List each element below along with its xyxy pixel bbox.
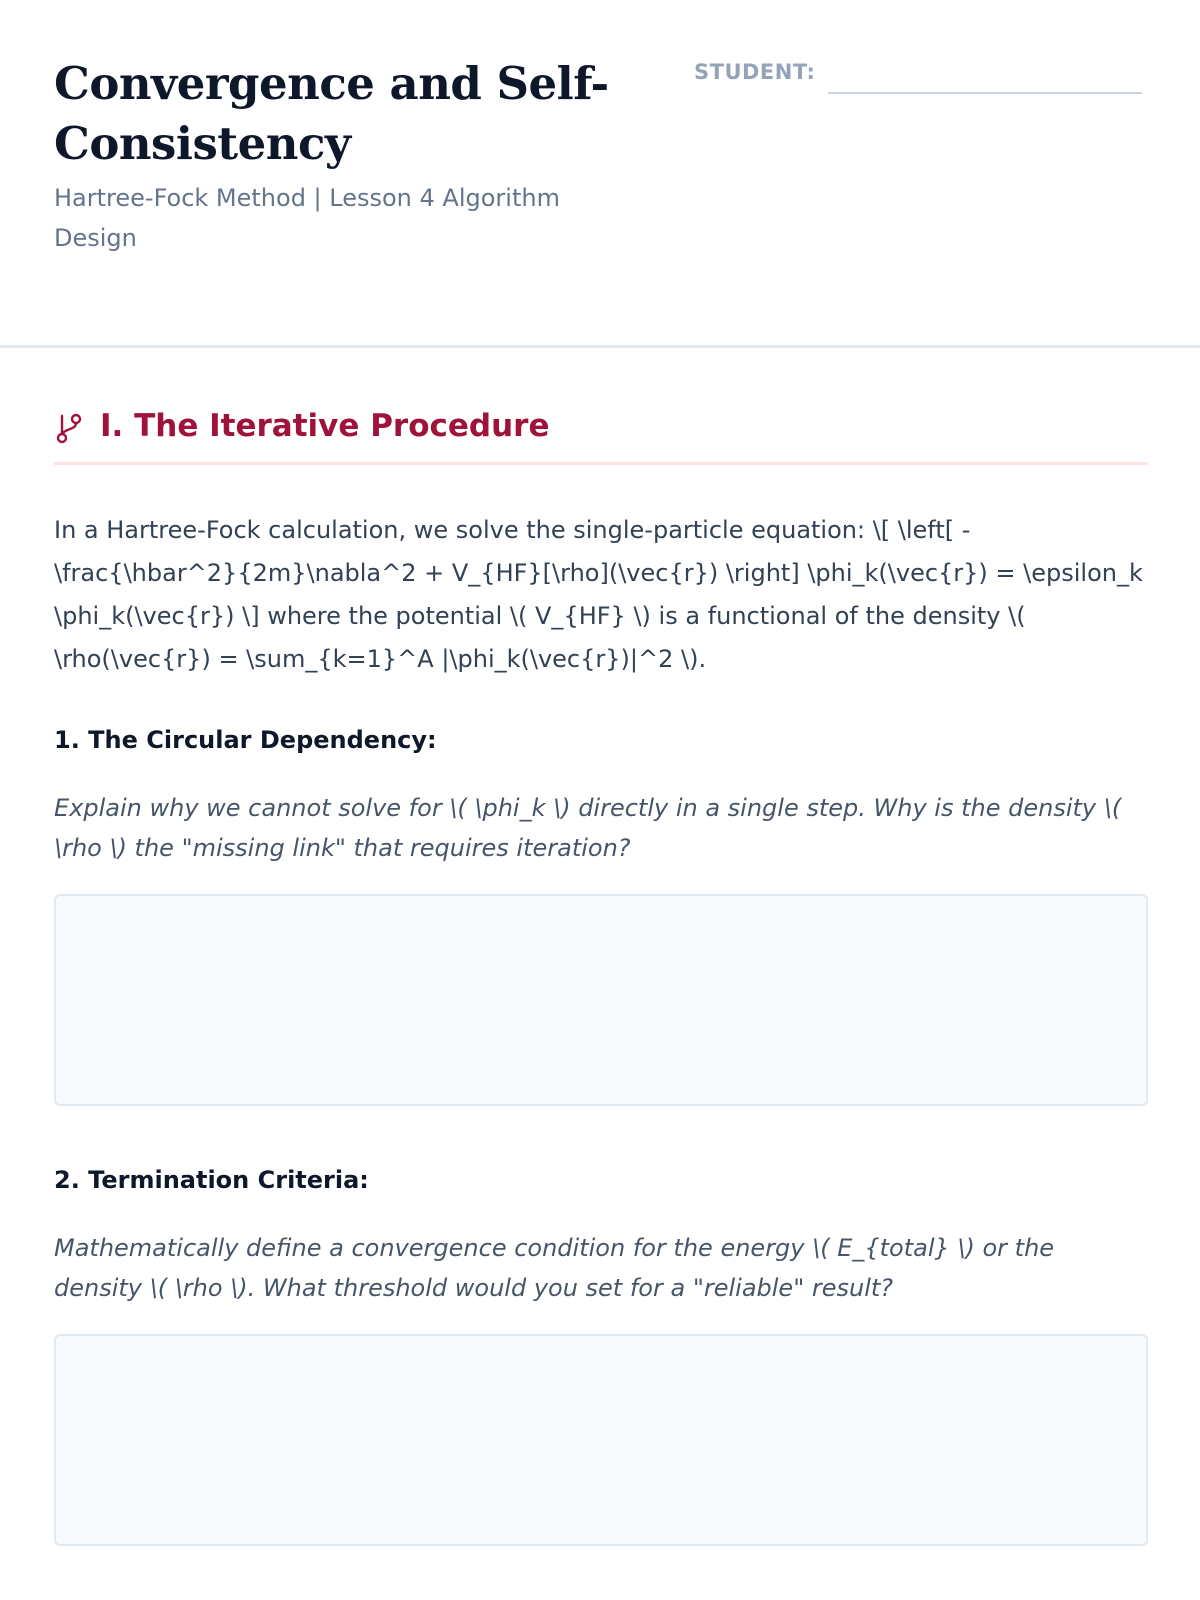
question-1-title: 1. The Circular Dependency: <box>54 726 437 754</box>
git-branch-icon <box>54 412 84 444</box>
worksheet-header <box>0 0 1200 348</box>
question-1-answer-box[interactable] <box>54 894 1148 1106</box>
student-name-field[interactable] <box>828 92 1142 94</box>
page-title: Convergence and Self-Consistency <box>54 57 609 170</box>
student-name-block <box>694 58 1148 94</box>
question-2-prompt: Mathematically define a convergence condition for the energy \( E_{total} \) or the density \( \rho \). What threshold would you set for a "reliable" result? <box>54 1234 1055 1302</box>
question-1-prompt: Explain why we cannot solve for \( \phi_k \) directly in a single step. Why is the density \( \rho \) the "missing link" that requires iteration? <box>54 794 1122 862</box>
question-2-answer-box[interactable] <box>54 1334 1148 1546</box>
question-2-title: 2. Termination Criteria: <box>54 1166 369 1194</box>
page-subtitle: Hartree-Fock Method | Lesson 4 Algorithm Design <box>54 184 560 252</box>
section-intro-text: In a Hartree-Fock calculation, we solve the single-particle equation: \[ \left[ -\frac{\hbar^2}{2m}\nabla^2 + V_{HF}[\rho](\vec{r}) \right] \phi_k(\vec{r}) = \epsilon_k \phi_k(\vec{r}) \] where the potential \( V_{HF} \) is a functional of the density \( \rho(\vec{r}) = \sum_{k=1}^A |\phi_k(\vec{r})|^2 \). <box>54 516 1143 673</box>
section-heading <box>54 400 1148 465</box>
section-title: I. The Iterative Procedure <box>100 408 550 444</box>
title-block <box>54 54 634 258</box>
student-label: STUDENT: <box>694 60 816 84</box>
section-iterative-procedure <box>54 400 1148 681</box>
